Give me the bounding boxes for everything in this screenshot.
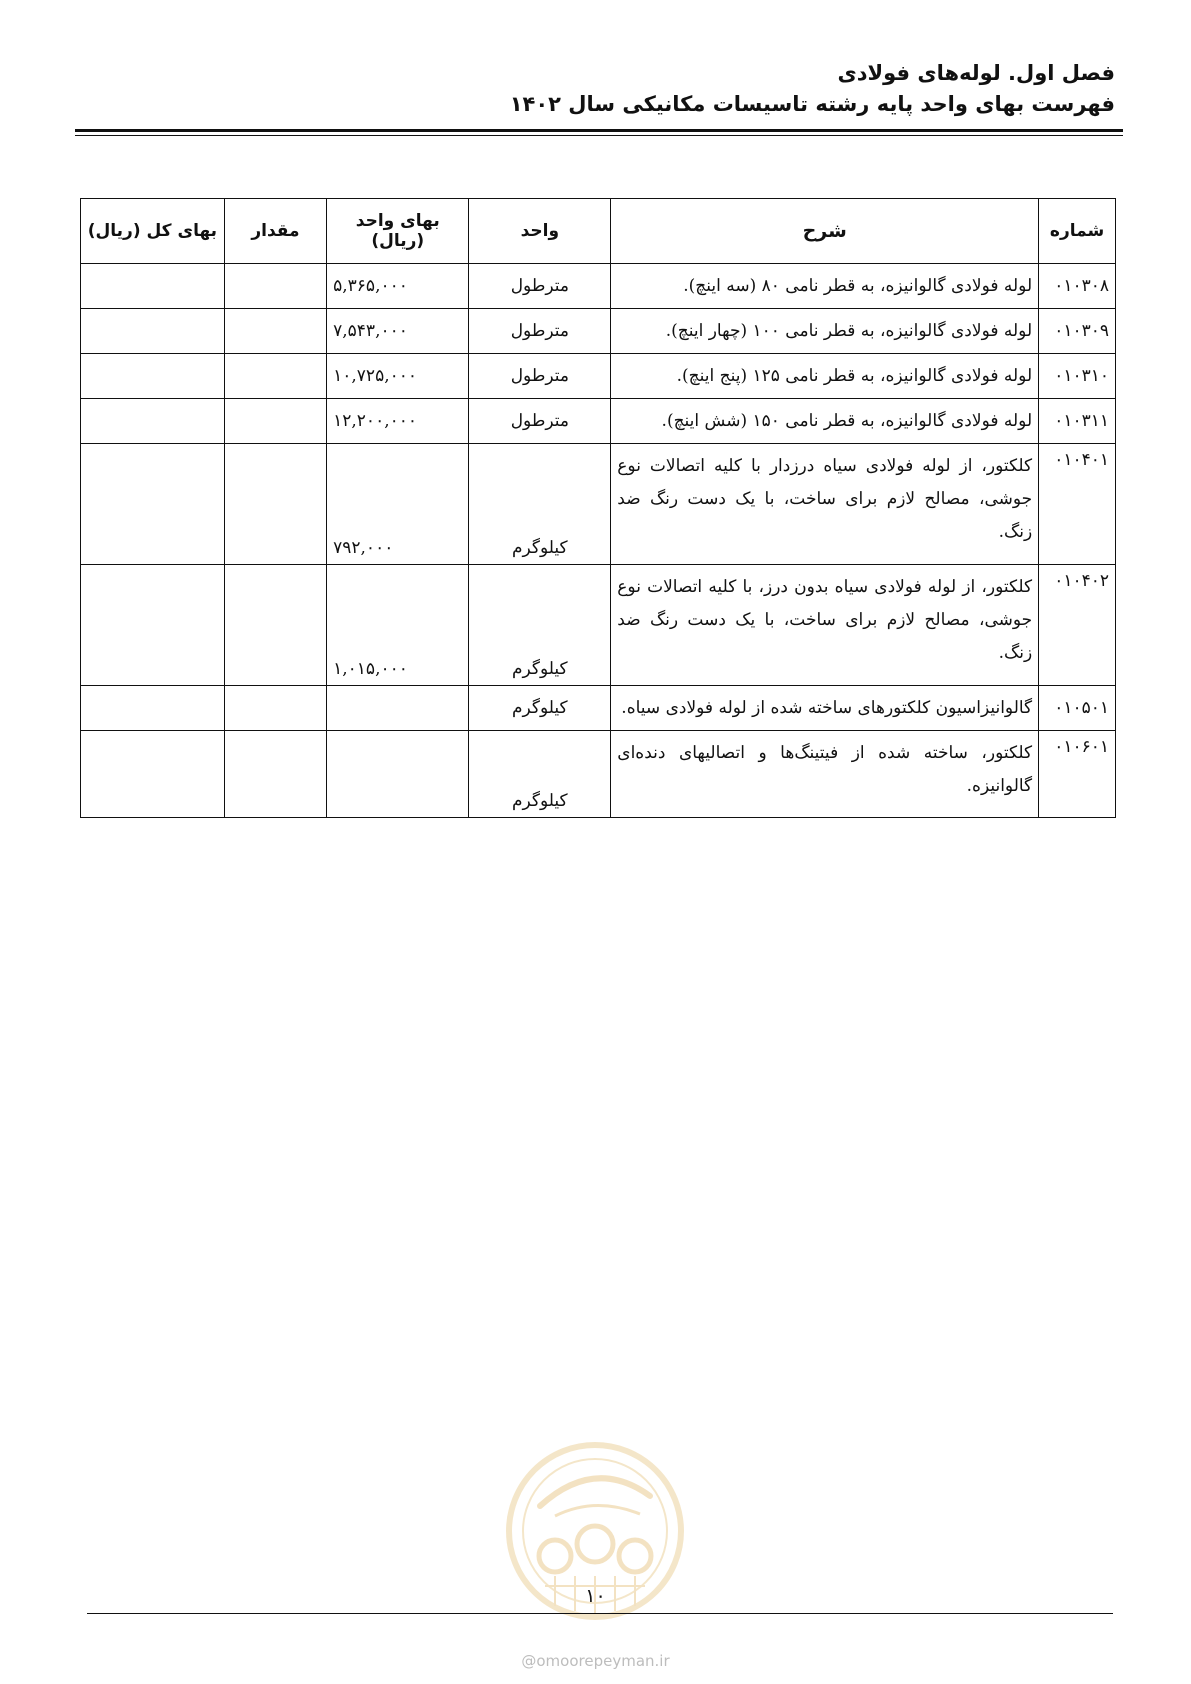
site-handle: @omoorepeyman.ir bbox=[521, 1652, 670, 1670]
row-description: گالوانیزاسیون کلکتورهای ساخته شده از لوله فولادی سیاه. bbox=[611, 686, 1039, 731]
row-number: ۰۱۰۴۰۲ bbox=[1039, 565, 1116, 686]
row-unit: مترطول bbox=[469, 264, 611, 309]
price-list-title: فهرست بهای واحد پایه رشته تاسیسات مکانیکی سال ۱۴۰۲ bbox=[509, 92, 1115, 116]
row-description: لوله فولادی گالوانیزه، به قطر نامی ۱۲۵ (پنج اینچ). bbox=[611, 354, 1039, 399]
header-rule bbox=[75, 129, 1123, 132]
row-unit: کیلوگرم bbox=[469, 731, 611, 818]
row-unit-price bbox=[327, 731, 469, 818]
row-unit-price: ۱,۰۱۵,۰۰۰ bbox=[327, 565, 469, 686]
row-description: کلکتور، ساخته شده از فیتینگ‌ها و اتصالیهای دنده‌ای گالوانیزه. bbox=[611, 731, 1039, 818]
row-number: ۰۱۰۳۰۸ bbox=[1039, 264, 1116, 309]
row-number: ۰۱۰۳۱۰ bbox=[1039, 354, 1116, 399]
table-header-row bbox=[81, 199, 1116, 264]
row-description: کلکتور، از لوله فولادی سیاه درزدار با کلیه اتصالات نوع جوشی، مصالح لازم برای ساخت، با یک دست رنگ ضد زنگ. bbox=[611, 444, 1039, 565]
row-total-price bbox=[81, 686, 225, 731]
row-quantity bbox=[224, 264, 326, 309]
row-description: لوله فولادی گالوانیزه، به قطر نامی ۱۰۰ (چهار اینچ). bbox=[611, 309, 1039, 354]
row-quantity bbox=[224, 565, 326, 686]
row-unit-price bbox=[327, 686, 469, 731]
table-row bbox=[81, 309, 1116, 354]
price-table bbox=[80, 198, 1116, 818]
row-unit-price: ۱۰,۷۲۵,۰۰۰ bbox=[327, 354, 469, 399]
row-quantity bbox=[224, 399, 326, 444]
row-unit: کیلوگرم bbox=[469, 444, 611, 565]
row-unit: مترطول bbox=[469, 399, 611, 444]
row-quantity bbox=[224, 686, 326, 731]
row-number: ۰۱۰۳۱۱ bbox=[1039, 399, 1116, 444]
row-total-price bbox=[81, 264, 225, 309]
page-number: ۱۰ bbox=[585, 1585, 606, 1607]
row-quantity bbox=[224, 309, 326, 354]
row-unit-price: ۷۹۲,۰۰۰ bbox=[327, 444, 469, 565]
column-header-total-price: بهای کل (ریال) bbox=[81, 199, 225, 264]
row-description: لوله فولادی گالوانیزه، به قطر نامی ۱۵۰ (شش اینچ). bbox=[611, 399, 1039, 444]
column-header-description: شرح bbox=[611, 199, 1039, 264]
row-quantity bbox=[224, 354, 326, 399]
row-unit: کیلوگرم bbox=[469, 686, 611, 731]
table-row bbox=[81, 264, 1116, 309]
row-unit: کیلوگرم bbox=[469, 565, 611, 686]
row-description: کلکتور، از لوله فولادی سیاه بدون درز، با کلیه اتصالات نوع جوشی، مصالح لازم برای ساخت، با یک دست رنگ ضد زنگ. bbox=[611, 565, 1039, 686]
column-header-unit: واحد bbox=[469, 199, 611, 264]
table-row bbox=[81, 354, 1116, 399]
row-total-price bbox=[81, 309, 225, 354]
row-total-price bbox=[81, 444, 225, 565]
column-header-unit-price: بهای واحد (ریال) bbox=[327, 199, 469, 264]
row-total-price bbox=[81, 399, 225, 444]
table-row bbox=[81, 444, 1116, 565]
table-row bbox=[81, 686, 1116, 731]
row-quantity bbox=[224, 731, 326, 818]
column-header-quantity: مقدار bbox=[224, 199, 326, 264]
page-header bbox=[75, 58, 1115, 120]
row-unit: مترطول bbox=[469, 309, 611, 354]
column-header-number: شماره bbox=[1039, 199, 1116, 264]
row-number: ۰۱۰۴۰۱ bbox=[1039, 444, 1116, 565]
row-total-price bbox=[81, 565, 225, 686]
header-rule-thin bbox=[75, 135, 1123, 136]
row-description: لوله فولادی گالوانیزه، به قطر نامی ۸۰ (سه اینچ). bbox=[611, 264, 1039, 309]
table-row bbox=[81, 731, 1116, 818]
row-unit-price: ۱۲,۲۰۰,۰۰۰ bbox=[327, 399, 469, 444]
row-number: ۰۱۰۳۰۹ bbox=[1039, 309, 1116, 354]
row-total-price bbox=[81, 731, 225, 818]
row-unit-price: ۵,۳۶۵,۰۰۰ bbox=[327, 264, 469, 309]
table-row bbox=[81, 565, 1116, 686]
row-number: ۰۱۰۵۰۱ bbox=[1039, 686, 1116, 731]
row-quantity bbox=[224, 444, 326, 565]
footer-rule bbox=[87, 1613, 1113, 1614]
row-unit: مترطول bbox=[469, 354, 611, 399]
row-number: ۰۱۰۶۰۱ bbox=[1039, 731, 1116, 818]
row-total-price bbox=[81, 354, 225, 399]
chapter-title: فصل اول. لوله‌های فولادی bbox=[837, 61, 1115, 85]
table-row bbox=[81, 399, 1116, 444]
row-unit-price: ۷,۵۴۳,۰۰۰ bbox=[327, 309, 469, 354]
